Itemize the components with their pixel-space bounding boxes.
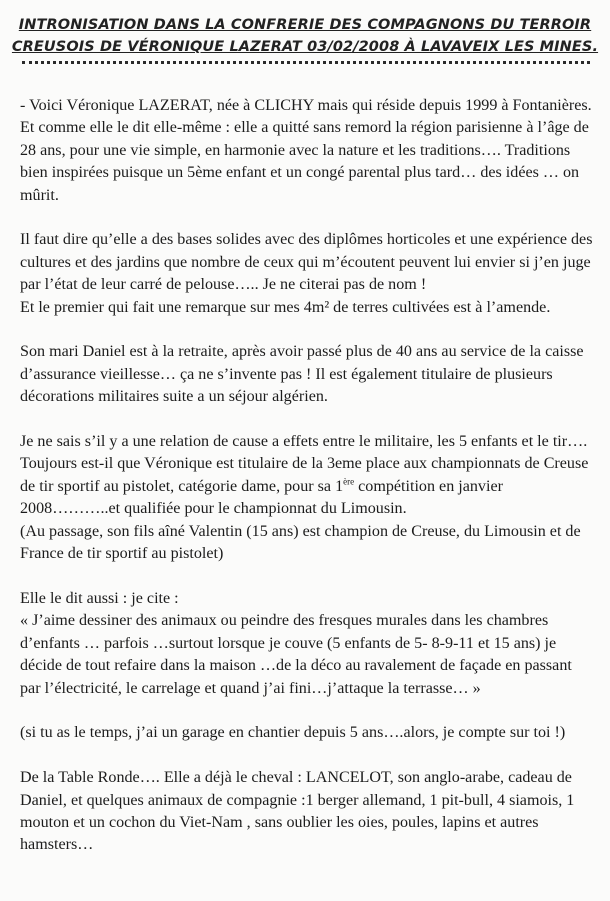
paragraph-shooting xyxy=(20,431,594,521)
paragraph-husband: Son mari Daniel est à la retraite, après avoir passé plus de 40 ans au service de la caisse d’assurance vieillesse… ça ne s’invente pas ! Il est également titulaire de plusieurs décorations militaires suite a un séjour algérien. xyxy=(20,343,584,406)
document-header xyxy=(0,14,610,58)
shooting-text-a: Je ne sais s’il y a une relation de cause a effets entre le militaire, les 5 enfants et le tir…. Toujours est-il que Véronique est titulaire de la 3eme place aux championnats de Creuse de tir sportif au pistolet, catégorie dame, pour sa 1 xyxy=(20,433,589,495)
paragraph-animals: De la Table Ronde…. Elle a déjà le cheval : LANCELOT, son anglo-arabe, cadeau de Daniel, et quelques animaux de compagnie :1 berger allemand, 1 pit-bull, 4 siamois, 1 mouton et un cochon du Viet-Nam , sans oublier les oies, poules, lapins et autres hamsters… xyxy=(20,769,575,854)
dotted-divider xyxy=(22,61,590,64)
shooting-text-b: compétition en janvier 2008………..et qualifiée pour le championnat du Limousin. xyxy=(20,477,503,518)
paragraph-garage: (si tu as le temps, j’ai un garage en chantier depuis 5 ans….alors, je compte sur toi !) xyxy=(20,724,566,742)
document-body xyxy=(20,95,594,879)
header-line-2: CREUSOIS DE VÉRONIQUE LAZERAT 03/02/2008 À LAVAVEIX LES MINES. xyxy=(11,39,599,55)
paragraph-intro: - Voici Véronique LAZERAT, née à CLICHY mais qui réside depuis 1999 à Fontanières. Et comme elle le dit elle-même : elle a quitté sans remord la région parisienne à l’âge de 28 ans, pour une vie simple, en harmonie avec la nature et les traditions…. Traditions bien inspirées puisque un 5ème enfant et un congé parental plus tard… des idées … on mûrit. xyxy=(20,97,592,204)
shooting-superscript: ère xyxy=(343,476,355,487)
paragraph-skills-joke: Et le premier qui fait une remarque sur mes 4m² de terres cultivées est à l’amende. xyxy=(20,298,551,316)
header-line-1: INTRONISATION DANS LA CONFRERIE DES COMPAGNONS DU TERROIR xyxy=(18,17,592,33)
paragraph-son: (Au passage, son fils aîné Valentin (15 ans) est champion de Creuse, du Limousin et de France de tir sportif au pistolet) xyxy=(20,522,581,563)
paragraph-quote-intro: Elle le dit aussi : je cite : xyxy=(20,589,179,607)
paragraph-quote: « J’aime dessiner des animaux ou peindre des fresques murales dans les chambres d’enfants … parfois …surtout lorsque je couve (5 enfants de 5- 8-9-11 et 15 ans) je décide de tout refaire dans la maison …de la déco au ravalement de façade en passant par l’électricité, le carrelage et quand j’ai fini…j’attaque la terrasse… » xyxy=(20,612,572,697)
paragraph-skills: Il faut dire qu’elle a des bases solides avec des diplômes horticoles et une expérience des cultures et des jardins que nombre de ceux qui m’écoutent peuvent lui envier si j’en juge par l’état de leur carré de pelouse….. Je ne citerai pas de nom ! xyxy=(20,231,593,294)
